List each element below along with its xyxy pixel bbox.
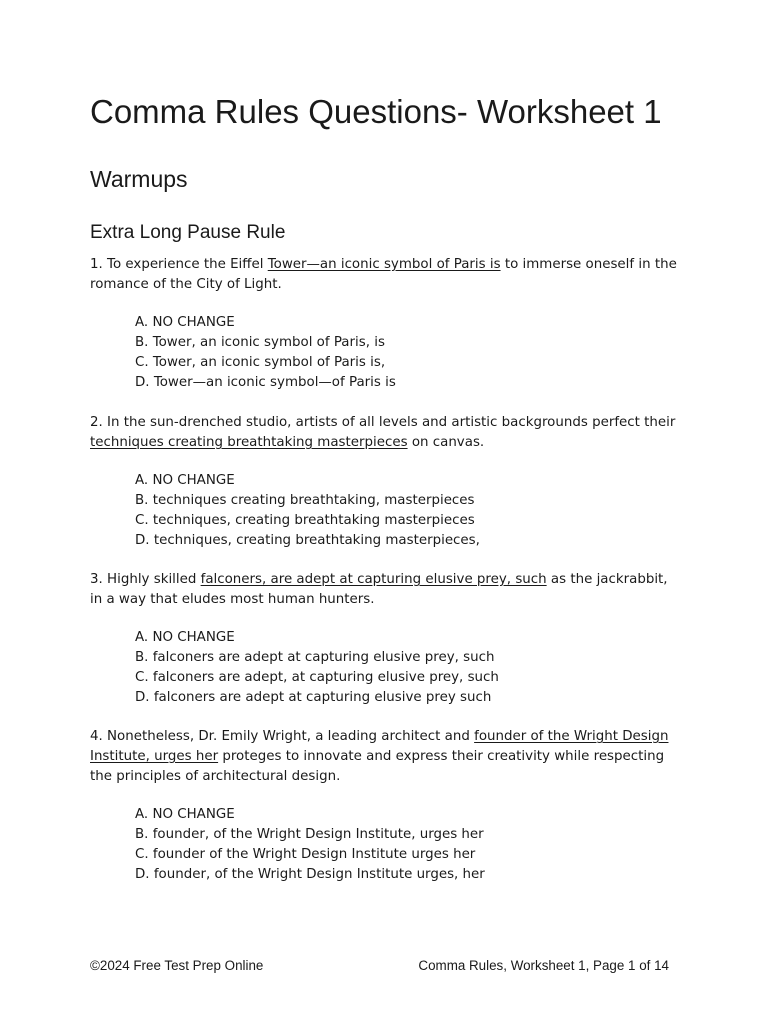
answer-choice-c[interactable]: C. falconers are adept, at capturing elusive prey, such — [135, 670, 499, 685]
question-number: 1. — [90, 257, 103, 272]
underlined-phrase: Tower—an iconic symbol of Paris is — [267, 257, 501, 272]
underlined-phrase: techniques creating breathtaking masterpieces — [90, 435, 408, 450]
question-number: 2. — [90, 415, 103, 430]
answer-choice-b[interactable]: B. techniques creating breathtaking, masterpieces — [135, 493, 475, 508]
page-title: Comma Rules Questions- Worksheet 1 — [90, 93, 662, 130]
answer-choice-b[interactable]: B. Tower, an iconic symbol of Paris, is — [135, 335, 385, 350]
section-heading: Warmups — [90, 166, 188, 192]
question-number: 3. — [90, 572, 103, 587]
answer-choices — [135, 313, 680, 393]
answer-choices — [135, 471, 680, 551]
underlined-phrase: founder of the Wright Design Institute, urges her — [90, 729, 669, 764]
answer-choice-d[interactable]: D. falconers are adept at capturing elusive prey such — [135, 690, 492, 705]
question-3 — [90, 570, 680, 708]
answer-choice-b[interactable]: B. falconers are adept at capturing elusive prey, such — [135, 650, 495, 665]
question-4 — [90, 727, 680, 885]
answer-choice-d[interactable]: D. techniques, creating breathtaking masterpieces, — [135, 533, 480, 548]
footer-page-info: Comma Rules, Worksheet 1, Page 1 of 14 — [418, 958, 669, 973]
footer-copyright: ©2024 Free Test Prep Online — [90, 958, 264, 973]
answer-choice-c[interactable]: C. techniques, creating breathtaking masterpieces — [135, 513, 475, 528]
stem-text: proteges to innovate and express their creativity while respecting the principles of architectural design. — [90, 749, 665, 784]
question-number: 4. — [90, 729, 103, 744]
answer-choice-a[interactable]: A. NO CHANGE — [135, 630, 235, 645]
answer-choices — [135, 805, 680, 885]
stem-text: on canvas. — [407, 435, 485, 450]
stem-text: to immerse oneself in the romance of the City of Light. — [90, 257, 677, 292]
question-list — [90, 255, 680, 885]
stem-text: as the jackrabbit, in a way that eludes most human hunters. — [90, 572, 668, 607]
answer-choice-b[interactable]: B. founder, of the Wright Design Institute, urges her — [135, 827, 484, 842]
answer-choice-d[interactable]: D. Tower—an iconic symbol—of Paris is — [135, 375, 396, 390]
question-1 — [90, 255, 680, 393]
stem-text: Nonetheless, Dr. Emily Wright, a leading architect and — [102, 729, 475, 744]
stem-text: Highly skilled — [102, 572, 201, 587]
question-stem — [90, 570, 680, 610]
answer-choice-d[interactable]: D. founder, of the Wright Design Institute urges, her — [135, 867, 485, 882]
answer-choices — [135, 628, 680, 708]
question-2 — [90, 413, 680, 551]
question-stem — [90, 255, 680, 295]
answer-choice-a[interactable]: A. NO CHANGE — [135, 315, 235, 330]
stem-text: In the sun-drenched studio, artists of all levels and artistic backgrounds perfect their — [102, 415, 676, 430]
answer-choice-a[interactable]: A. NO CHANGE — [135, 473, 235, 488]
stem-text: To experience the Eiffel — [102, 257, 268, 272]
answer-choice-a[interactable]: A. NO CHANGE — [135, 807, 235, 822]
subsection-heading: Extra Long Pause Rule — [90, 222, 286, 243]
answer-choice-c[interactable]: C. Tower, an iconic symbol of Paris is, — [135, 355, 386, 370]
answer-choice-c[interactable]: C. founder of the Wright Design Institute urges her — [135, 847, 476, 862]
question-stem — [90, 727, 680, 787]
underlined-phrase: falconers, are adept at capturing elusive prey, such — [200, 572, 547, 587]
question-stem — [90, 413, 680, 453]
